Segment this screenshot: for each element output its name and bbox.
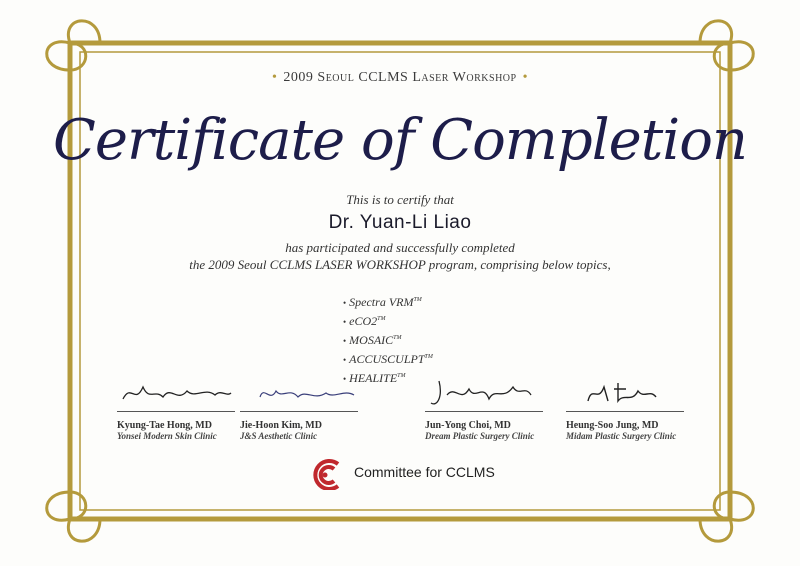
signature-line	[566, 411, 684, 412]
topic-item	[343, 292, 433, 311]
topic-item	[343, 311, 433, 330]
bullet-icon: •	[343, 374, 347, 384]
signature-line	[240, 411, 358, 412]
topic-name: Spectra VRM	[349, 295, 414, 309]
trademark: TM	[397, 373, 406, 379]
signatory-clinic: J&S Aesthetic Clinic	[240, 431, 318, 441]
signature-line	[425, 411, 543, 412]
topic-name: HEALITE	[349, 371, 398, 385]
recipient-name: Dr. Yuan-Li Liao	[328, 212, 472, 233]
signatory-name: Jun-Yong Choi, MD	[425, 420, 511, 431]
topic-list	[343, 292, 433, 387]
trademark: TM	[393, 335, 402, 341]
body-text-line-1: has participated and successfully completed	[285, 240, 515, 255]
signature-block	[566, 375, 696, 441]
organization-name: Committee for CCLMS	[354, 464, 495, 480]
bullet-dot-icon: •	[522, 70, 528, 85]
body-text-line-2: the 2009 Seoul CCLMS LASER WORKSHOP program, comprising below topics,	[189, 257, 611, 272]
topic-name: MOSAIC	[349, 333, 394, 347]
bullet-icon: •	[343, 355, 347, 365]
signatory-name: Kyung-Tae Hong, MD	[117, 420, 212, 431]
certificate-title: Certificate of Completion	[52, 108, 747, 173]
event-title	[0, 70, 800, 86]
signatory-clinic: Dream Plastic Surgery Clinic	[425, 431, 535, 441]
signature-line	[117, 411, 235, 412]
handwritten-signature	[566, 375, 684, 409]
handwritten-signature	[425, 375, 543, 409]
footer-organization	[308, 458, 508, 490]
cclms-logo-icon	[308, 458, 348, 490]
signatory-clinic: Midam Plastic Surgery Clinic	[566, 431, 677, 441]
signatory-name: Jie-Hoon Kim, MD	[240, 420, 322, 431]
signature-block	[425, 375, 555, 441]
topic-item	[343, 330, 433, 349]
signature-block	[117, 375, 247, 441]
topic-item	[343, 349, 433, 368]
trademark: TM	[413, 297, 422, 303]
signatory-clinic: Yonsei Modern Skin Clinic	[117, 431, 217, 441]
bullet-icon: •	[343, 317, 347, 327]
topic-name: eCO2	[349, 314, 378, 328]
signatory-name: Heung-Soo Jung, MD	[566, 420, 659, 431]
bullet-icon: •	[343, 298, 347, 308]
signature-block	[240, 375, 370, 441]
event-title-text: 2009 Seoul CCLMS Laser Workshop	[283, 70, 517, 85]
intro-text: This is to certify that	[346, 192, 454, 207]
handwritten-signature	[240, 375, 358, 409]
bullet-icon: •	[343, 336, 347, 346]
topic-name: ACCUSCULPT	[349, 352, 425, 366]
handwritten-signature	[117, 375, 235, 409]
bullet-dot-icon: •	[272, 70, 278, 85]
trademark: TM	[377, 316, 386, 322]
trademark: TM	[424, 354, 433, 360]
